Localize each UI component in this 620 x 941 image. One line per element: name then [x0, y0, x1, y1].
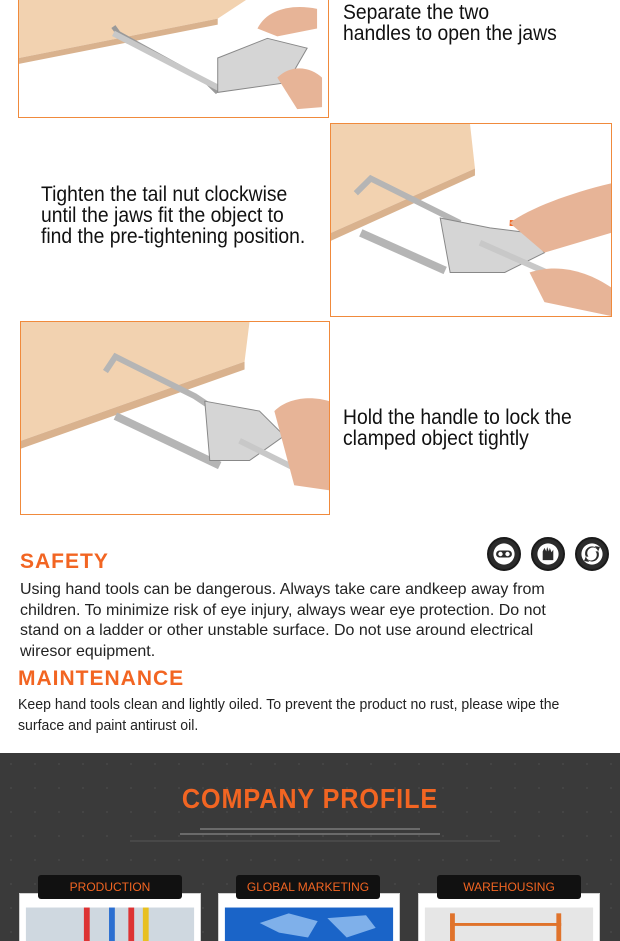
step3-photo — [20, 321, 330, 515]
safety-heading: SAFETY — [20, 550, 109, 573]
clamp-photo-illustration — [331, 124, 611, 316]
warehouse-photo — [419, 894, 599, 941]
maintenance-heading: MAINTENANCE — [18, 667, 185, 690]
safety-text — [20, 580, 615, 662]
step1-line: handles to open the jaws — [343, 22, 557, 45]
gloves-icon — [531, 537, 565, 571]
goggles-icon — [487, 537, 521, 571]
step3-line: clamped object tightly — [343, 427, 529, 450]
step2-line: until the jaws fit the object to — [41, 204, 284, 227]
maintenance-line: surface and paint antirust oil. — [18, 716, 199, 734]
safety-line: stand on a ladder or other unstable surface. Do not use around electrical — [20, 622, 534, 639]
safety-line: children. To minimize risk of eye injury, always wear eye protection. Do not — [20, 601, 546, 619]
world-map-photo — [219, 894, 399, 941]
step2-line: Tighten the tail nut clockwise — [41, 183, 288, 206]
production-photo — [20, 894, 200, 941]
warehousing-card[interactable] — [418, 893, 600, 941]
production-card[interactable] — [19, 893, 201, 941]
fine-print-lines — [180, 827, 440, 837]
fine-print — [0, 827, 620, 838]
step1-text — [343, 2, 557, 44]
step1-line: Separate the two — [343, 1, 490, 24]
company-profile-section — [0, 753, 620, 941]
company-profile-title: COMPANY PROFILE — [181, 783, 439, 814]
safety-line: Using hand tools can be dangerous. Always take care andkeep away from — [20, 581, 545, 598]
safety-line: wiresor equipment. — [20, 642, 156, 660]
clamp-photo-illustration — [19, 0, 328, 117]
step2-photo — [330, 123, 612, 317]
production-label: PRODUCTION — [38, 875, 182, 899]
warehousing-label: WAREHOUSING — [437, 875, 581, 899]
step2-line: find the pre-tightening position. — [41, 225, 306, 248]
maintenance-line: Keep hand tools clean and lightly oiled. To prevent the product no rust, please wipe the — [18, 696, 560, 713]
step3-line: Hold the handle to lock the — [343, 406, 572, 429]
step1-photo — [18, 0, 329, 118]
maintenance-text — [18, 695, 578, 736]
global-marketing-card[interactable] — [218, 893, 400, 941]
clamp-photo-illustration — [21, 322, 329, 514]
recycle-icon — [575, 537, 609, 571]
step2-text — [41, 184, 305, 247]
global-marketing-label: GLOBAL MARKETING — [236, 875, 380, 899]
step3-text — [343, 407, 572, 449]
